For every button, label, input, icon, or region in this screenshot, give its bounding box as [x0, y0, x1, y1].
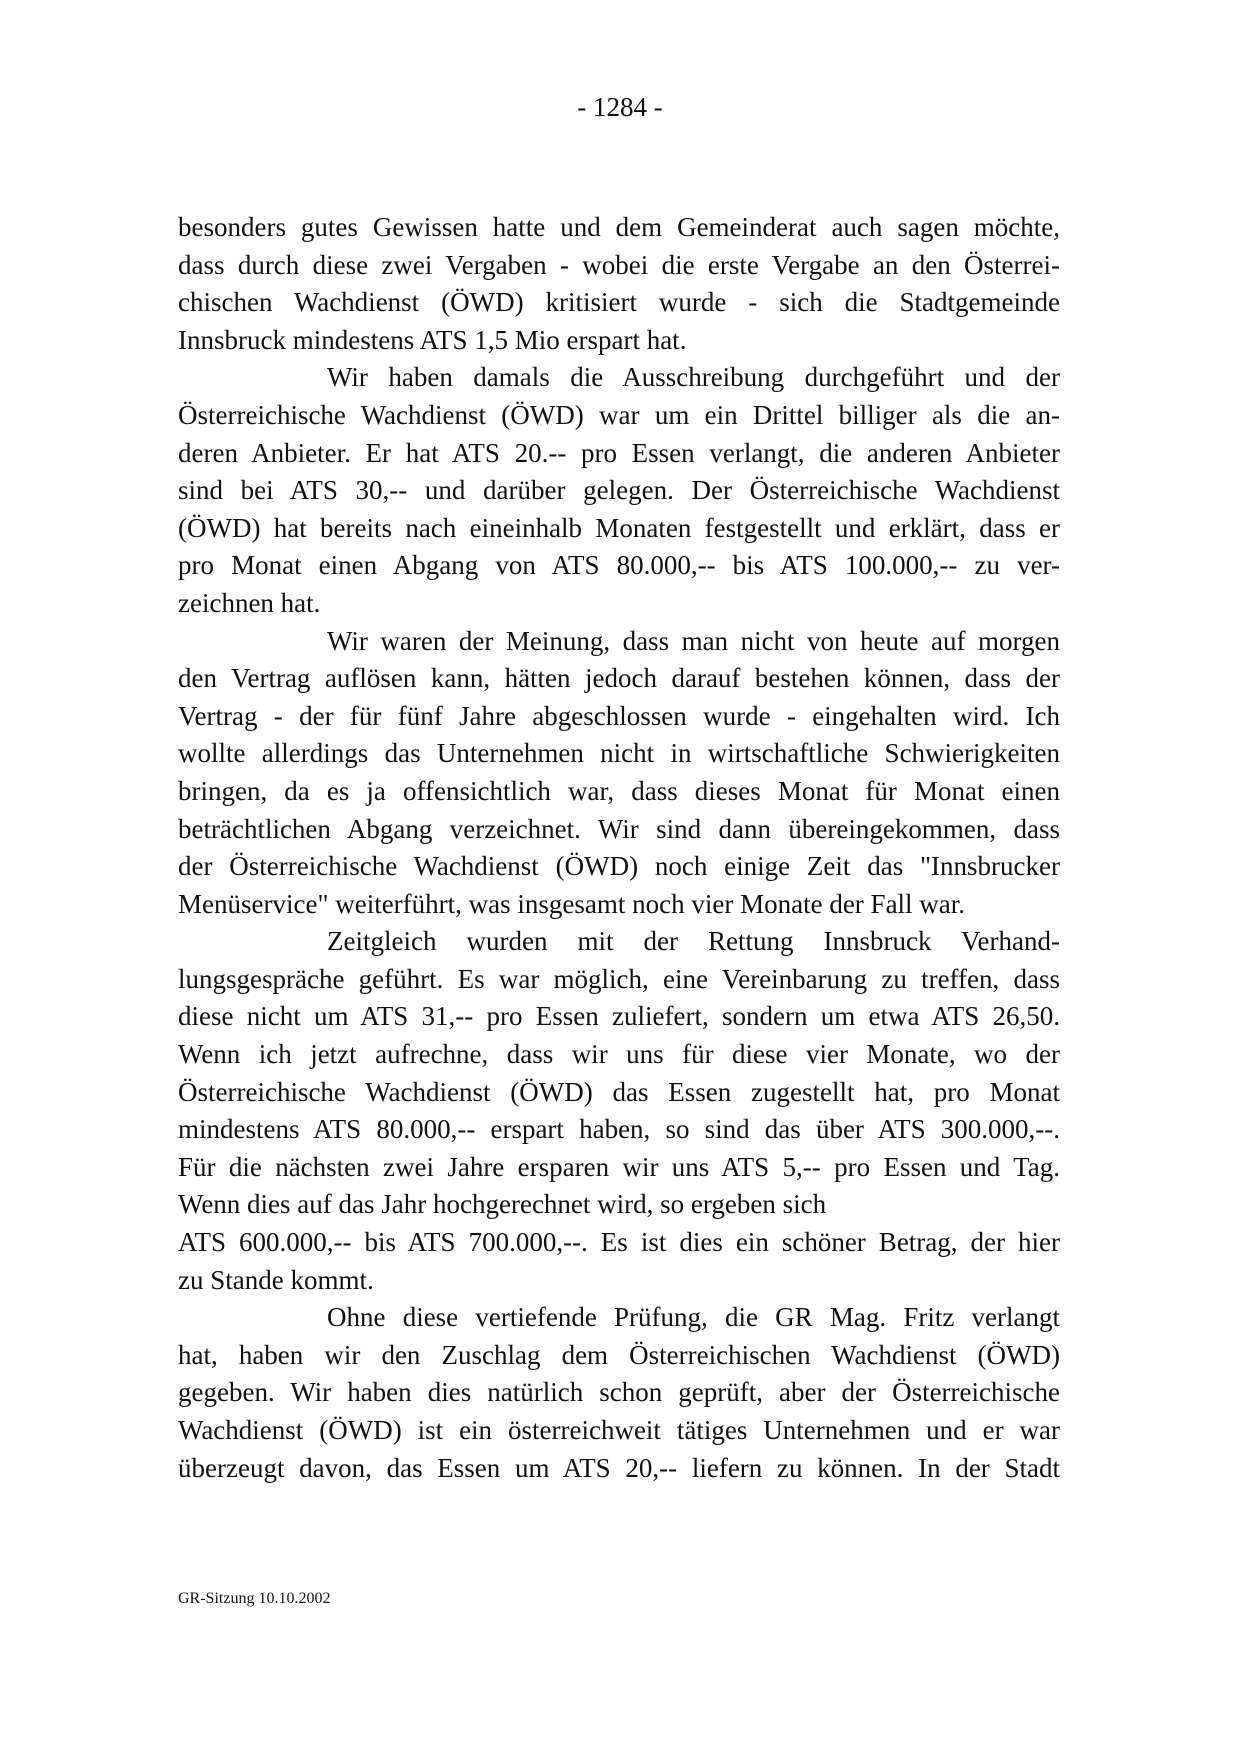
page-number: - 1284 - [577, 92, 663, 122]
text-line: Ohne diese vertiefende Prüfung, die GR Mag. Fritz verlangt [327, 1302, 1060, 1333]
text-line: zu Stande kommt. [178, 1264, 374, 1295]
text-line: (ÖWD) hat bereits nach eineinhalb Monaten festgestellt und erklärt, dass er [178, 512, 1060, 543]
text-line: dass durch diese zwei Vergaben - wobei die erste Vergabe an den Österrei- [178, 249, 1060, 280]
text-line: ATS 600.000,-- bis ATS 700.000,--. Es ist dies ein schöner Betrag, der hier [178, 1227, 1060, 1258]
text-line: chischen Wachdienst (ÖWD) kritisiert wurde - sich die Stadtgemeinde [178, 287, 1060, 318]
text-line: Österreichische Wachdienst (ÖWD) das Essen zugestellt hat, pro Monat [178, 1076, 1060, 1107]
text-line: Wenn ich jetzt aufrechne, dass wir uns für diese vier Monate, wo der [178, 1039, 1060, 1070]
text-line: Menüservice" weiterführt, was insgesamt noch vier Monate der Fall war. [178, 888, 966, 919]
text-line: Innsbruck mindestens ATS 1,5 Mio erspart hat. [178, 324, 687, 355]
text-line: beträchtlichen Abgang verzeichnet. Wir sind dann übereingekommen, dass [178, 813, 1060, 844]
text-line: gegeben. Wir haben dies natürlich schon geprüft, aber der Österreichische [178, 1377, 1060, 1408]
text-line: Wenn dies auf das Jahr hochgerechnet wird, so ergeben sich [178, 1189, 827, 1220]
text-line: bringen, da es ja offensichtlich war, dass dieses Monat für Monat einen [178, 775, 1060, 806]
text-line: Österreichische Wachdienst (ÖWD) war um ein Drittel billiger als die an- [178, 399, 1060, 430]
text-line: der Österreichische Wachdienst (ÖWD) noch einige Zeit das "Innsbrucker [178, 851, 1060, 882]
text-line: wollte allerdings das Unternehmen nicht in wirtschaftliche Schwierigkeiten [178, 738, 1060, 769]
text-line: Zeitgleich wurden mit der Rettung Innsbruck Verhand- [327, 926, 1060, 957]
text-line: diese nicht um ATS 31,-- pro Essen zuliefert, sondern um etwa ATS 26,50. [178, 1001, 1060, 1032]
text-line: Wachdienst (ÖWD) ist ein österreichweit tätiges Unternehmen und er war [178, 1415, 1060, 1445]
text-line: mindestens ATS 80.000,-- erspart haben, so sind das über ATS 300.000,--. [178, 1114, 1060, 1145]
text-line: deren Anbieter. Er hat ATS 20.-- pro Essen verlangt, die anderen Anbieter [178, 437, 1060, 468]
text-line: Für die nächsten zwei Jahre ersparen wir uns ATS 5,-- pro Essen und Tag. [178, 1151, 1060, 1182]
text-line: Wir haben damals die Ausschreibung durchgeführt und der [327, 362, 1060, 393]
text-line: besonders gutes Gewissen hatte und dem Gemeinderat auch sagen möchte, [178, 212, 1060, 242]
text-line: lungsgespräche geführt. Es war möglich, eine Vereinbarung zu treffen, dass [178, 963, 1060, 994]
text-line: hat, haben wir den Zuschlag dem Österreichischen Wachdienst (ÖWD) [178, 1339, 1060, 1370]
text-line: pro Monat einen Abgang von ATS 80.000,-- bis ATS 100.000,-- zu ver- [178, 550, 1060, 581]
text-line: Wir waren der Meinung, dass man nicht von heute auf morgen [327, 625, 1060, 656]
text-line: den Vertrag auflösen kann, hätten jedoch darauf bestehen können, dass der [178, 663, 1060, 694]
text-line: zeichnen hat. [178, 587, 321, 618]
body-text [178, 209, 1060, 1487]
text-line: sind bei ATS 30,-- und darüber gelegen. Der Österreichische Wachdienst [178, 475, 1060, 506]
text-line: Vertrag - der für fünf Jahre abgeschlossen wurde - eingehalten wird. Ich [178, 700, 1060, 731]
page-footer: GR-Sitzung 10.10.2002 [178, 1590, 331, 1607]
text-line: überzeugt davon, das Essen um ATS 20,-- liefern zu können. In der Stadt [178, 1452, 1060, 1483]
